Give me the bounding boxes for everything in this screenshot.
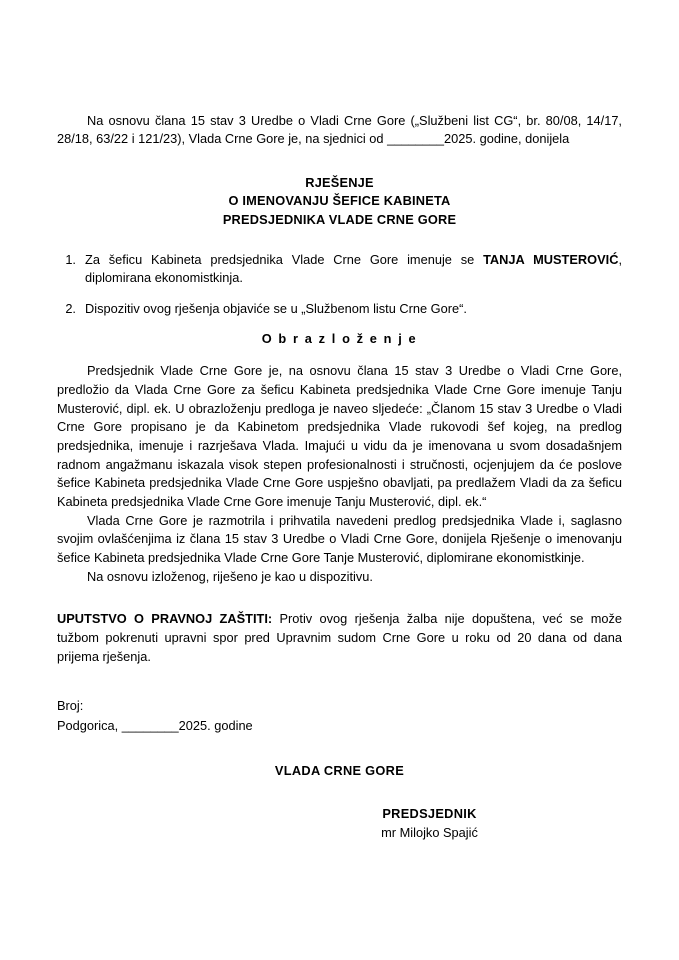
appointee-name: TANJA MUSTEROVIĆ (483, 251, 619, 267)
legal-notice-label: UPUTSTVO O PRAVNOJ ZAŠTITI: (57, 611, 273, 627)
signatory-name: mr Milojko Spajić (381, 824, 478, 840)
list-item-marker: 1. (65, 251, 76, 267)
list-item (57, 251, 622, 287)
list-item-text (85, 251, 622, 287)
list-item-text-after: , diplomirana ekonomistkinja. (85, 251, 622, 285)
title-line-2: O IMENOVANJU ŠEFICE KABINETA (228, 193, 451, 209)
issuing-authority: VLADA CRNE GORE (274, 762, 405, 778)
document-title (57, 174, 622, 228)
list-item-marker: 2. (65, 301, 76, 317)
signatory-role: PREDSJEDNIK (382, 805, 477, 821)
title-line-1: RJEŠENJE (305, 175, 374, 191)
signature-block (57, 804, 622, 842)
list-item-text-before: Za šeficu Kabineta predsjednika Vlade Crne Gore imenuje se (85, 251, 484, 267)
intro-paragraph: Na osnovu člana 15 stav 3 Uredbe o Vladi Crne Gore („Službeni list CG“, br. 80/08, 14/17, 28/18, 63/22 i 121/23), Vlada Crne Gore je, na sjednici od ________2025. godine, donijela (57, 113, 622, 147)
reference-number: Broj: (57, 698, 84, 714)
explanation-paragraph-3: Na osnovu izloženog, riješeno je kao u dispozitivu. (87, 568, 373, 584)
list-item-text: Dispozitiv ovog rješenja objaviće se u „Službenom listu Crne Gore“. (85, 301, 467, 317)
reference-block (57, 696, 622, 734)
explanation-heading: O b r a z l o ž e n j e (261, 331, 418, 347)
list-item (57, 300, 622, 318)
legal-notice-text: Protiv ovog rješenja žalba nije dopuštena, već se može tužbom pokrenuti upravni spor pred Upravnim sudom Crne Gore u roku od 20 dana od dana prijema rješenja. (57, 611, 622, 664)
explanation-paragraph-1: Predsjednik Vlade Crne Gore je, na osnovu člana 15 stav 3 Uredbe o Vladi Crne Gore, predložio da Vlada Crne Gore za šeficu Kabineta predsjednika Vlade Crne Gore imenuje Tanju Musterović, dipl. ek. U obrazloženju predloga je naveo sljedeće: „Članom 15 stav 3 Uredbe o Vladi Crne Gore propisano je da Kabinetom predsjednika Vlade rukovodi šef kojeg, na predlog predsjednika, imenuje i razrješava Vlada. Imajući u vidu da je imenovana u svom dosadašnjem radnom angažmanu iskazala visok stepen profesionalnosti i stručnosti, ocjenjujem da će poslove šefice Kabineta predsjednika Vlade Crne Gore uspješno obavljati, pa predlažem Vladi da za šeficu Kabineta predsjednika Vlade Crne Gore imenuje Tanju Musterović, dipl. ek.“ (57, 363, 622, 509)
legal-notice (57, 610, 622, 666)
title-line-3: PREDSJEDNIKA VLADE CRNE GORE (222, 211, 457, 227)
explanation-body (57, 362, 622, 586)
place-and-date: Podgorica, ________2025. godine (57, 717, 253, 733)
explanation-paragraph-2: Vlada Crne Gore je razmotrila i prihvatila navedeni predlog predsjednika Vlade i, saglasno svojim ovlašćenjima iz člana 15 stav 3 Uredbe o Vladi Crne Gore, donijela Rješenje o imenovanju šefice Kabineta predsjednika Vlade Crne Gore Tanje Musterović, diplomirane ekonomistkinje. (57, 512, 622, 565)
dispositive-list (57, 251, 622, 318)
